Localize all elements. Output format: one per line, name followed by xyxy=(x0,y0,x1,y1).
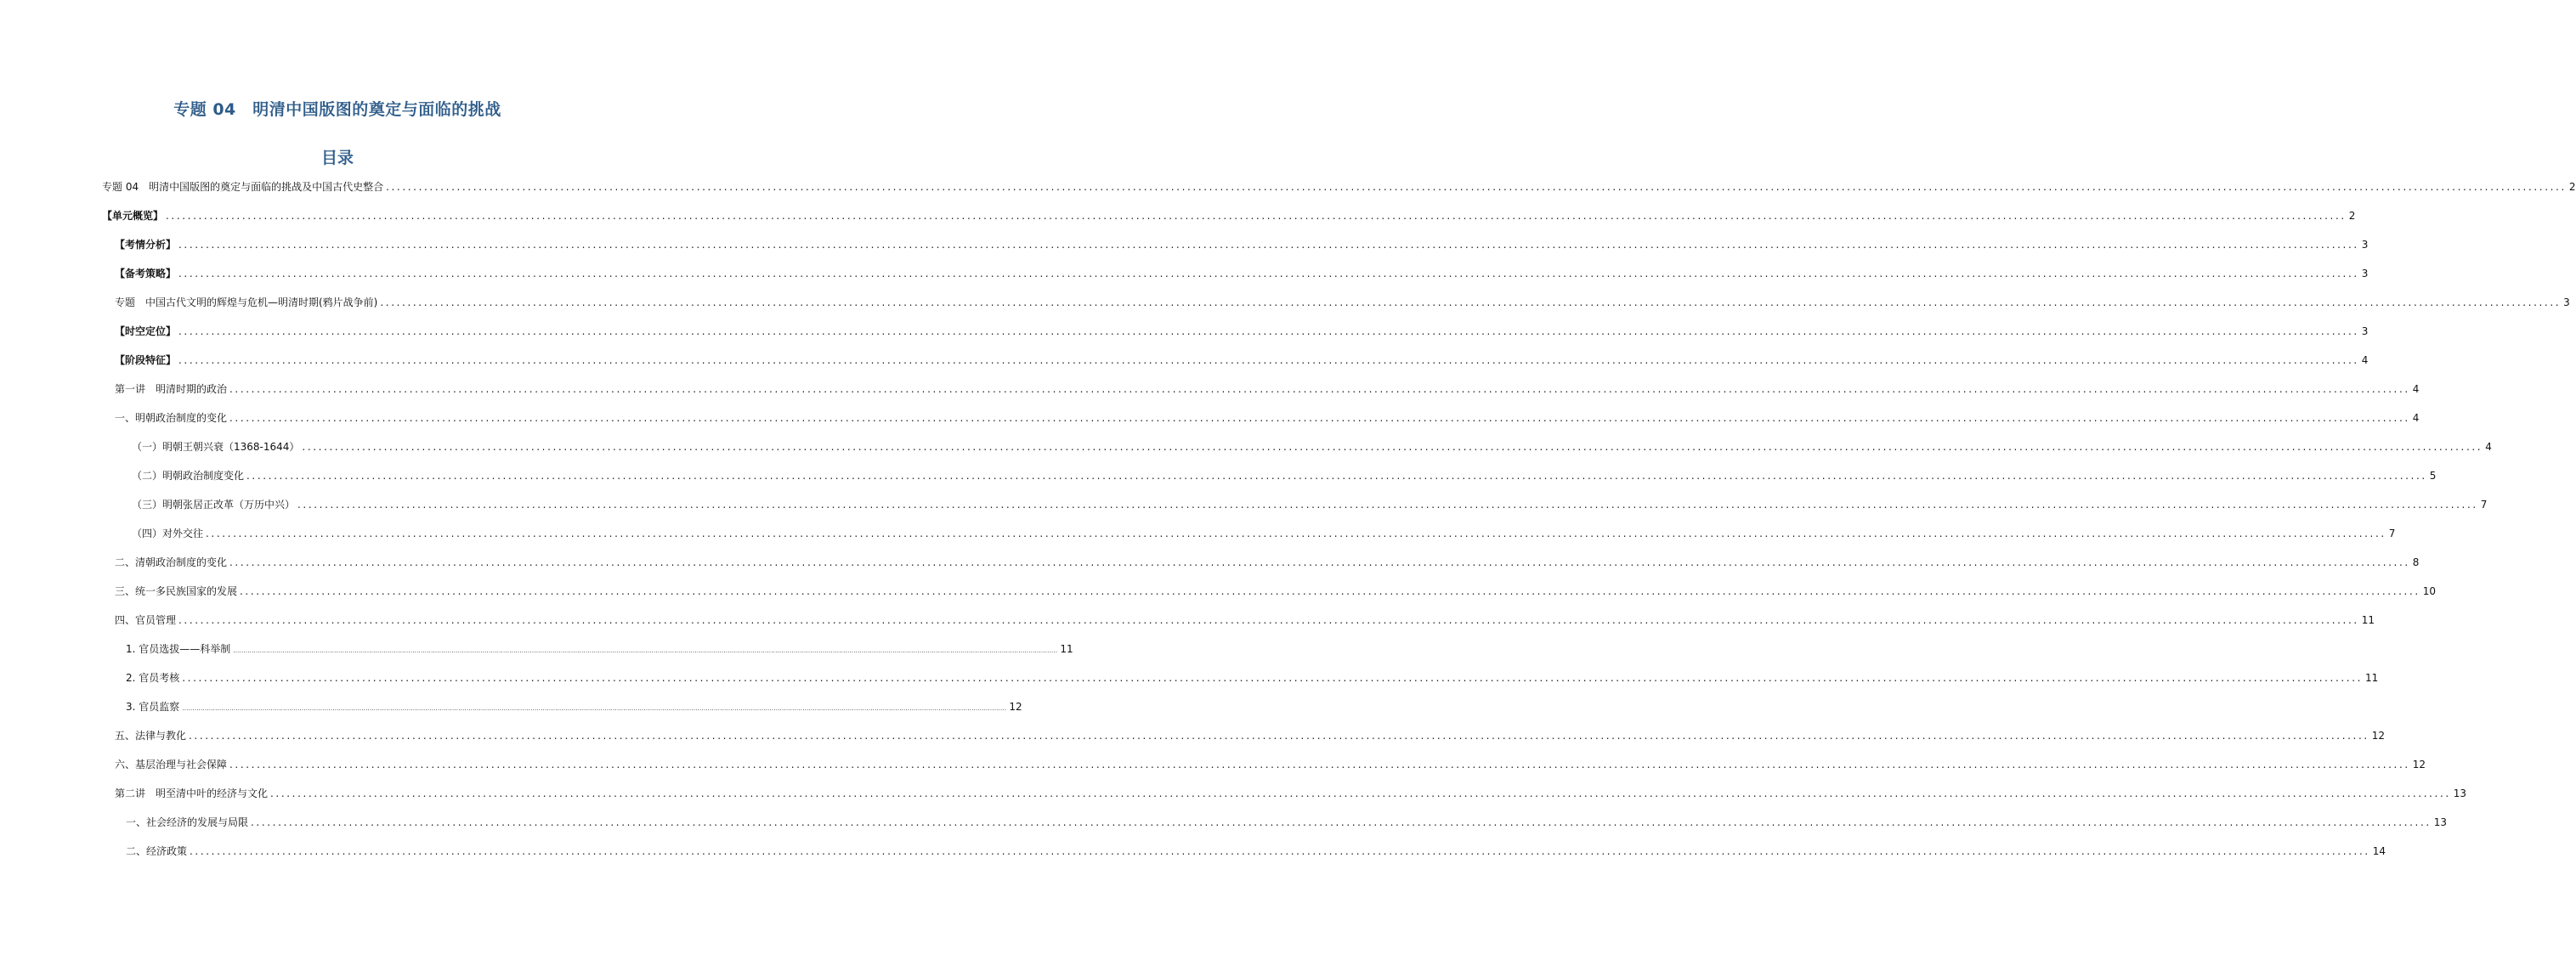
toc-entry-page-number: 11 xyxy=(2365,672,2379,684)
toc-entry-label: 四、官员管理 xyxy=(115,614,177,626)
toc-entry[interactable] xyxy=(126,669,2379,685)
toc-dot-leader: ................................................................................................................................................................................................................................................................................................................................................................................................................ xyxy=(246,470,2427,482)
toc-entry-label: 第一讲 明清时期的政治 xyxy=(115,383,228,395)
toc-entry-label: 【单元概览】 xyxy=(102,210,164,222)
toc-dot-leader: ................................................................................................................................................................................................................................................................................................................................................................................................................ xyxy=(178,614,2359,626)
toc-entry[interactable] xyxy=(102,178,2576,194)
toc-entry-label: 五、法律与教化 xyxy=(115,730,187,742)
toc-entry-page-number: 5 xyxy=(2429,470,2437,482)
toc-dot-leader: ................................................................................................................................................................................................................................................................................................................................................................................................................ xyxy=(190,845,2370,857)
toc-entry-page-number: 11 xyxy=(1060,643,1073,655)
toc-entry-label: （四）对外交往 xyxy=(132,528,204,539)
toc-entry[interactable] xyxy=(115,236,2369,251)
toc-entry[interactable] xyxy=(115,554,2420,569)
toc-entry-page-number: 12 xyxy=(2371,730,2386,742)
toc-dot-leader: ................................................................................................................................................................................................................................................................................................................................................................................................................ xyxy=(178,325,2359,337)
toc-entry[interactable] xyxy=(115,294,2570,309)
toc-entry-label: 专题 04 明清中国版图的奠定与面临的挑战及中国古代史整合 xyxy=(102,181,384,193)
toc-heading: 目录 xyxy=(320,149,354,167)
toc-entry-label: 一、明朝政治制度的变化 xyxy=(115,412,228,424)
toc-entry-page-number: 12 xyxy=(1009,701,1022,713)
toc-entry[interactable] xyxy=(115,612,2375,627)
toc-entry[interactable] xyxy=(115,756,2426,771)
toc-entry-label: （三）明朝张居正改革（万历中兴） xyxy=(132,499,296,511)
toc-entry-label: 专题 中国古代文明的辉煌与危机—明清时期(鸦片战争前) xyxy=(115,296,378,308)
toc-entry[interactable] xyxy=(132,525,2396,540)
toc-entry-label: 【阶段特征】 xyxy=(115,354,177,366)
toc-entry[interactable] xyxy=(115,409,2420,425)
toc-entry-label: 六、基层治理与社会保障 xyxy=(115,759,228,771)
document-title: 专题 04 明清中国版图的奠定与面临的挑战 xyxy=(173,100,501,119)
toc-entry-label: 3. 官员监察 xyxy=(126,701,180,713)
toc-entry-label: 二、经济政策 xyxy=(126,845,188,857)
toc-dot-leader: ................................................................................................................................................................................................................................................................................................................................................................................................................ xyxy=(166,210,2347,222)
toc-dot-leader: ................................................................................................................................................................................................................................................................................................................................................................................................................ xyxy=(178,354,2359,366)
toc-entry-page-number: 8 xyxy=(2412,556,2420,568)
toc-entry-page-number: 3 xyxy=(2563,296,2570,308)
toc-entry-label: 2. 官员考核 xyxy=(126,672,180,684)
toc-entry[interactable] xyxy=(132,438,2492,454)
toc-dot-leader: ................................................................................................................................................................................................................................................................................................................................................................................................................ xyxy=(233,647,1058,654)
toc-dot-leader: ................................................................................................................................................................................................................................................................................................................................................................................................................ xyxy=(229,556,2410,568)
toc-entry-label: 【考情分析】 xyxy=(115,239,177,251)
toc-dot-leader: ................................................................................................................................................................................................................................................................................................................................................................................................................ xyxy=(251,816,2432,828)
toc-entry-label: 二、清朝政治制度的变化 xyxy=(115,556,228,568)
toc-dot-leader: ................................................................................................................................................................................................................................................................................................................................................................................................................ xyxy=(229,759,2410,771)
toc-entry-page-number: 4 xyxy=(2412,383,2420,395)
toc-entry-page-number: 14 xyxy=(2372,845,2386,857)
toc-entry-label: 第二讲 明至清中叶的经济与文化 xyxy=(115,787,269,799)
toc-entry[interactable] xyxy=(126,698,1022,714)
toc-entry-label: 【备考策略】 xyxy=(115,268,177,279)
toc-entry-label: 一、社会经济的发展与局限 xyxy=(126,816,249,828)
toc-dot-leader: ................................................................................................................................................................................................................................................................................................................................................................................................................ xyxy=(182,705,1007,712)
toc-dot-leader: ................................................................................................................................................................................................................................................................................................................................................................................................................ xyxy=(270,787,2451,799)
toc-entry[interactable] xyxy=(115,381,2420,396)
toc-entry-page-number: 2 xyxy=(2568,181,2576,193)
toc-dot-leader: ................................................................................................................................................................................................................................................................................................................................................................................................................ xyxy=(240,585,2420,597)
toc-entry[interactable] xyxy=(115,352,2369,367)
toc-entry[interactable] xyxy=(115,323,2369,338)
toc-entry-label: （一）明朝王朝兴衰（1368-1644） xyxy=(132,441,300,453)
toc-entry[interactable] xyxy=(115,727,2386,742)
toc-entry[interactable] xyxy=(126,641,1073,656)
toc-entry[interactable] xyxy=(115,785,2467,800)
toc-entry-label: （二）明朝政治制度变化 xyxy=(132,470,245,482)
toc-dot-leader: ................................................................................................................................................................................................................................................................................................................................................................................................................ xyxy=(178,268,2359,279)
toc-entry[interactable] xyxy=(115,583,2437,598)
toc-dot-leader: ................................................................................................................................................................................................................................................................................................................................................................................................................ xyxy=(386,181,2567,193)
toc-entry-page-number: 3 xyxy=(2361,239,2369,251)
toc-dot-leader: ................................................................................................................................................................................................................................................................................................................................................................................................................ xyxy=(229,383,2410,395)
toc-entry-page-number: 4 xyxy=(2361,354,2369,366)
toc-entry-label: 【时空定位】 xyxy=(115,325,177,337)
toc-entry-label: 三、统一多民族国家的发展 xyxy=(115,585,238,597)
toc-entry-page-number: 7 xyxy=(2480,499,2488,511)
toc-entry-page-number: 3 xyxy=(2361,325,2369,337)
toc-dot-leader: ................................................................................................................................................................................................................................................................................................................................................................................................................ xyxy=(206,528,2386,539)
toc-dot-leader: ................................................................................................................................................................................................................................................................................................................................................................................................................ xyxy=(297,499,2478,511)
toc-entry[interactable] xyxy=(126,814,2448,829)
toc-entry-page-number: 4 xyxy=(2412,412,2420,424)
toc-entry-page-number: 12 xyxy=(2412,759,2426,771)
toc-entry[interactable] xyxy=(132,496,2488,511)
toc-entry-page-number: 13 xyxy=(2453,787,2467,799)
toc-entry-page-number: 4 xyxy=(2485,441,2492,453)
toc-entry-page-number: 11 xyxy=(2361,614,2375,626)
toc-dot-leader: ................................................................................................................................................................................................................................................................................................................................................................................................................ xyxy=(380,296,2562,308)
toc-dot-leader: ................................................................................................................................................................................................................................................................................................................................................................................................................ xyxy=(302,441,2483,453)
toc-entry[interactable] xyxy=(132,467,2437,483)
toc-dot-leader: ................................................................................................................................................................................................................................................................................................................................................................................................................ xyxy=(182,672,2364,684)
toc-dot-leader: ................................................................................................................................................................................................................................................................................................................................................................................................................ xyxy=(178,239,2359,251)
toc-entry-page-number: 13 xyxy=(2433,816,2448,828)
toc-entry-page-number: 10 xyxy=(2422,585,2437,597)
toc-entry[interactable] xyxy=(102,207,2356,223)
toc-entry-page-number: 3 xyxy=(2361,268,2369,279)
toc-entry[interactable] xyxy=(115,265,2369,280)
toc-dot-leader: ................................................................................................................................................................................................................................................................................................................................................................................................................ xyxy=(189,730,2369,742)
toc-entry-label: 1. 官员选拔——科举制 xyxy=(126,643,231,655)
toc-entry-page-number: 7 xyxy=(2388,528,2396,539)
toc-dot-leader: ................................................................................................................................................................................................................................................................................................................................................................................................................ xyxy=(229,412,2410,424)
toc-entry[interactable] xyxy=(126,843,2386,858)
toc-entry-page-number: 2 xyxy=(2348,210,2356,222)
